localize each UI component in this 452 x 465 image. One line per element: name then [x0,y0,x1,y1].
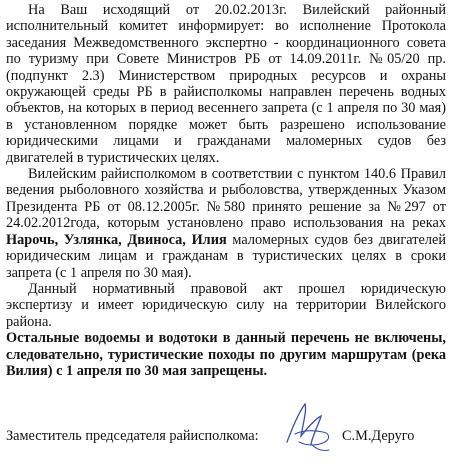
decision-text-start: Вилейским райисполкомом в соответствии с пунктом 140.6 Правил ведения рыболовного хозяйства и рыболовства, утвержденных Указом Президента РБ от 08.12.2005г. №580 принято решение за №297 от 24.02.2012года, которым установлено право использования на реках [6,166,446,232]
paragraph-legal-force: Данный нормативный правовой акт прошел юридическую экспертизу и имеет юридическую силу на территории Вилейского района. [6,280,446,330]
paragraph-response: На Ваш исходящий от 20.02.2013г. Вилейский районный исполнительный комитет информирует: во исполнение Протокола заседания Межведомственного экспертно - координационного совета по туризму при Совете Министров РБ от 14.09.2011г. №05/20 пр. (подпункт 2.3) Министерством природных ресурсов и охраны окружающей среды РБ в райисполкомы направлен перечень водных объектов, на которых в период весеннего запрета (с 1 апреля по 30 мая) в установленном порядке может быть разрешено использование юридическими лицами и гражданами маломерных судов без двигателей в туристических целях. [6,2,446,166]
signature-block [6,428,446,452]
paragraph-decision [6,166,446,281]
paragraph-prohibition: Остальные водоемы и водотоки в данный перечень не включены, следовательно, туристические походы по другим маршрутам (река Вилия) с 1 апреля по 30 мая запрещены. [6,330,446,379]
river-list: Нарочь, Узлянка, Двиноса, Илия [6,231,227,248]
handwritten-signature [281,396,337,456]
decision-text-end: маломерных судов без двигателей юридическим лицам и гражданам в туристических целях в сроки запрета (с 1 апреля по 30 мая). [6,231,446,281]
letter-body [6,2,446,379]
signatory-title: Заместитель председателя райисполкома: [6,428,259,444]
signatory-name: С.М.Деруго [342,428,415,444]
signature-stroke [287,404,321,444]
